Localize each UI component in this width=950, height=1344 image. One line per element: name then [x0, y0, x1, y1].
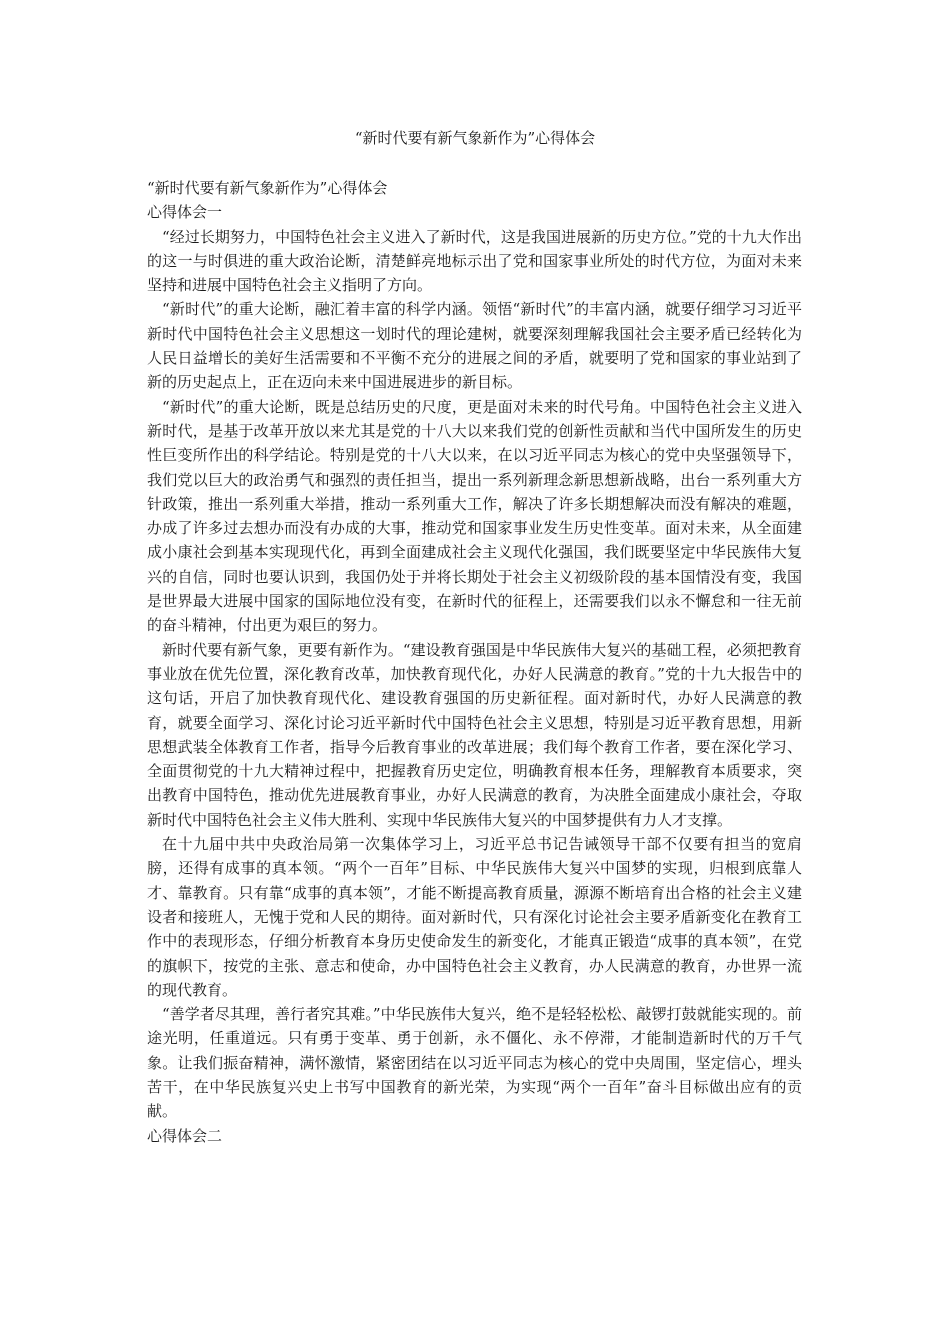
paragraph-5: 在十九届中共中央政治局第一次集体学习上，习近平总书记告诫领导干部不仅要有担当的宽肩膀，还得有成事的真本领。“两个一百年”目标、中华民族伟大复兴中国梦的实现，归根到底靠人才、靠教育。只有靠“成事的真本领”，才能不断提高教育质量，源源不断培育出合格的社会主义建设者和接班人，无愧于党和人民的期待。面对新时代，只有深化讨论社会主要矛盾新变化在教育工作中的表现形态，仔细分析教育本身历史使命发生的新变化，才能真正锻造“成事的真本领”，在党的旗帜下，按党的主张、意志和使命，办中国特色社会主义教育，办人民满意的教育，办世界一流的现代教育。	[147, 835, 802, 999]
document-subtitle: “新时代要有新气象新作为”心得体会	[147, 179, 388, 197]
section-heading-2: 心得体会二	[147, 1126, 223, 1145]
section-heading-1: 心得体会一	[147, 203, 223, 222]
document-body	[147, 176, 802, 1148]
document-title: “新时代要有新气象新作为”心得体会	[354, 129, 596, 147]
paragraph-3: “新时代”的重大论断，既是总结历史的尺度，更是面对未来的时代号角。中国特色社会主义进入新时代，是基于改革开放以来尤其是党的十八大以来我们党的创新性贡献和当代中国所发生的历史性巨变所作出的科学结论。特别是党的十八大以来，在以习近平同志为核心的党中央坚强领导下，我们党以巨大的政治勇气和强烈的责任担当，提出一系列新理念新思想新战略，出台一系列重大方针政策，推出一系列重大举措，推动一系列重大工作，解决了许多长期想解决而没有解决的难题，办成了许多过去想办而没有办成的大事，推动党和国家事业发生历史性变革。面对未来，从全面建成小康社会到基本实现现代化，再到全面建成社会主义现代化强国，我们既要坚定中华民族伟大复兴的自信，同时也要认识到，我国仍处于并将长期处于社会主义初级阶段的基本国情没有变，我国是世界最大进展中国家的国际地位没有变，在新时代的征程上，还需要我们以永不懈怠和一往无前的奋斗精神，付出更为艰巨的努力。	[147, 397, 802, 635]
paragraph-4: 新时代要有新气象，更要有新作为。“建设教育强国是中华民族伟大复兴的基础工程，必须把教育事业放在优先位置，深化教育改革，加快教育现代化，办好人民满意的教育。”党的十九大报告中的这句话，开启了加快教育现代化、建设教育强国的历史新征程。面对新时代，办好人民满意的教育，就要全面学习、深化讨论习近平新时代中国特色社会主义思想，特别是习近平教育思想，用新思想武装全体教育工作者，指导今后教育事业的改革进展；我们每个教育工作者，要在深化学习、全面贯彻党的十九大精神过程中，把握教育历史定位，明确教育根本任务，理解教育本质要求，突出教育中国特色，推动优先进展教育事业，办好人民满意的教育，为决胜全面建成小康社会，夺取新时代中国特色社会主义伟大胜利、实现中华民族伟大复兴的中国梦提供有力人才支撑。	[147, 640, 802, 829]
paragraph-1: “经过长期努力，中国特色社会主义进入了新时代，这是我国进展新的历史方位。”党的十九大作出的这一与时俱进的重大政治论断，清楚鲜亮地标示出了党和国家事业所处的时代方位，为面对未来坚持和进展中国特色社会主义指明了方向。	[147, 227, 802, 295]
paragraph-6: “善学者尽其理，善行者究其难。”中华民族伟大复兴，绝不是轻轻松松、敲锣打鼓就能实现的。前途光明，任重道远。只有勇于变革、勇于创新，永不僵化、永不停滞，才能制造新时代的万千气象。让我们振奋精神，满怀激情，紧密团结在以习近平同志为核心的党中央周围，坚定信心，埋头苦干，在中华民族复兴史上书写中国教育的新光荣，为实现“两个一百年”奋斗目标做出应有的贡献。	[147, 1005, 802, 1121]
paragraph-2: “新时代”的重大论断，融汇着丰富的科学内涵。领悟“新时代”的丰富内涵，就要仔细学习习近平新时代中国特色社会主义思想这一划时代的理论建树，就要深刻理解我国社会主要矛盾已经转化为人民日益增长的美好生活需要和不平衡不充分的进展之间的矛盾，就要明了党和国家的事业站到了新的历史起点上，正在迈向未来中国进展进步的新目标。	[147, 300, 802, 392]
